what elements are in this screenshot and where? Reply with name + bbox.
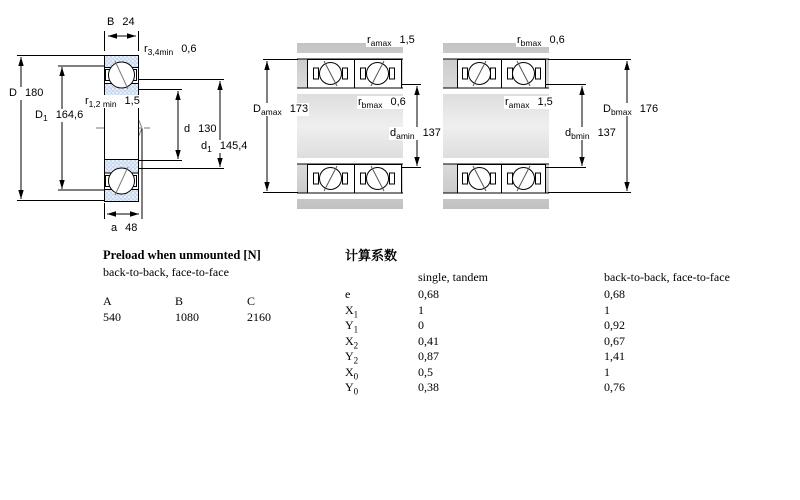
factors-title: 计算系数 xyxy=(345,248,398,263)
preload-header-A: A xyxy=(103,294,112,308)
dim-label-Damax: $D_{amax}$ 173 xyxy=(253,103,309,118)
preload-subtitle: back-to-back, face-to-face xyxy=(103,265,229,279)
factors-row-X0: $X_0$ 0,5 1 xyxy=(345,364,610,381)
dim-label-D: D 180 xyxy=(9,87,44,99)
factors-row-X1: $X_1$ 1 1 xyxy=(345,302,610,319)
preload-value-A: 540 xyxy=(103,310,121,324)
preload-value-row xyxy=(103,311,319,324)
mounted-pair-a-drawing xyxy=(263,43,421,209)
dim-label-rbmax-a: $r_{bmax}$ 0,6 xyxy=(358,96,406,111)
factors-header-btb: back-to-back, face-to-face xyxy=(604,270,730,284)
dim-label-damin: $d_{amin}$ 137 xyxy=(390,127,441,142)
factors-row-X2: $X_2$ 0,41 0,67 xyxy=(345,333,625,350)
dim-label-rbmax-b: $r_{bmax}$ 0,6 xyxy=(517,34,565,49)
dim-label-r34: $r_{3,4min}$ 0,6 xyxy=(144,43,197,58)
preload-value-B: 1080 xyxy=(175,310,199,324)
dim-label-D1: $D_1$ 164,6 xyxy=(35,109,84,124)
dim-label-B: B 24 xyxy=(107,16,135,28)
factors-table xyxy=(345,287,625,396)
factors-row-e: e 0,68 0,68 xyxy=(345,287,625,301)
preload-value-C: 2160 xyxy=(247,310,271,324)
factors-row-Y1: $Y_1$ 0 0,92 xyxy=(345,318,625,335)
dim-label-ramax-b: $r_{amax}$ 1,5 xyxy=(505,96,553,111)
dim-label-d: d 130 xyxy=(184,123,217,135)
factors-header-single: single, tandem xyxy=(418,270,488,284)
dim-label-dbmin: $d_{bmin}$ 137 xyxy=(565,127,616,142)
preload-header-B: B xyxy=(175,294,184,308)
factors-row-Y0: $Y_0$ 0,38 0,76 xyxy=(345,380,625,397)
mounted-pair-b-drawing xyxy=(443,43,631,209)
dim-label-ramax-a: $r_{amax}$ 1,5 xyxy=(367,34,415,49)
preload-title: Preload when unmounted [N] xyxy=(103,248,261,262)
preload-header-row xyxy=(103,295,319,308)
dim-label-Dbmax: $D_{bmax}$ 176 xyxy=(603,103,659,118)
dim-label-a: a 48 xyxy=(111,222,138,234)
preload-header-C: C xyxy=(247,294,256,308)
dim-label-d1: $d_1$ 145,4 xyxy=(201,140,248,155)
factors-row-Y2: $Y_2$ 0,87 1,41 xyxy=(345,349,625,366)
dim-label-r12: $r_{1,2 min}$ 1,5 xyxy=(85,95,140,110)
